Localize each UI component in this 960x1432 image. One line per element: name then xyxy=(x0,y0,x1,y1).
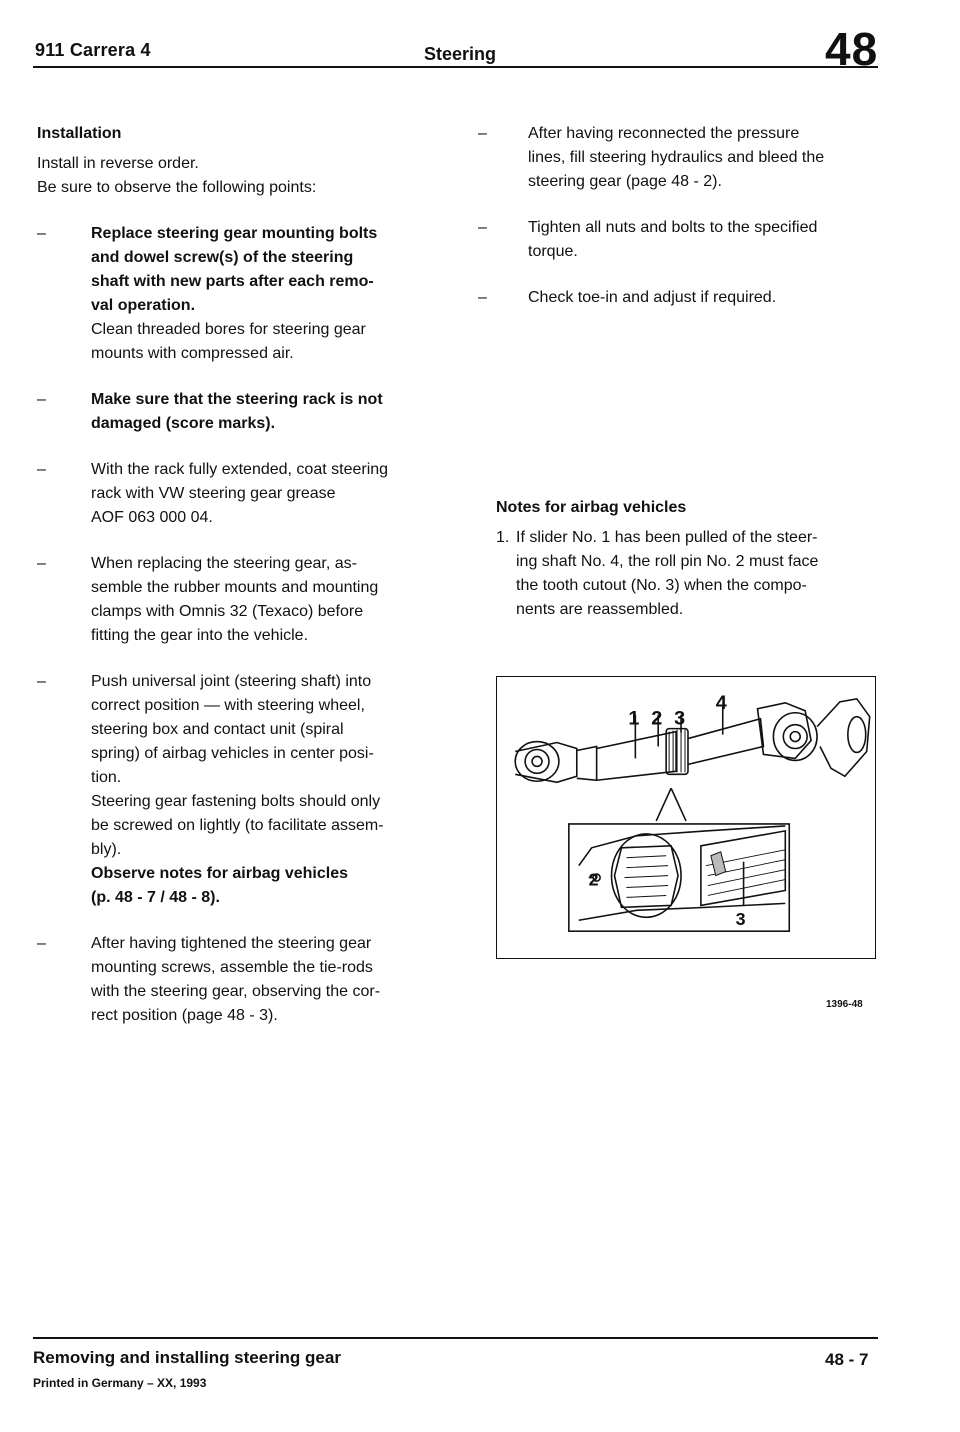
list-item xyxy=(37,932,437,1028)
item-text: semble the rubber mounts and mounting xyxy=(91,579,379,596)
list-item xyxy=(478,122,878,194)
item-text: tion. xyxy=(91,769,122,786)
dash-bullet: – xyxy=(478,289,487,306)
steering-shaft-drawing xyxy=(497,677,875,958)
figure-code: 1396-48 xyxy=(826,999,863,1010)
header-group-number: 48 xyxy=(825,23,879,75)
item-text: bly). xyxy=(91,841,122,858)
item-text: If slider No. 1 has been pulled of the steer- xyxy=(516,529,818,546)
item-text: steering gear (page 48 - 2). xyxy=(528,173,722,190)
callout-3: 3 xyxy=(674,707,686,730)
item-text: correct position — with steering wheel, xyxy=(91,697,365,714)
item-text: After having tightened the steering gear xyxy=(91,935,372,952)
item-text: AOF 063 000 04. xyxy=(91,509,213,526)
list-item xyxy=(37,388,437,436)
item-text: be screwed on lightly (to facilitate assem- xyxy=(91,817,384,834)
intro-line-1: Install in reverse order. xyxy=(37,155,199,172)
dash-bullet: – xyxy=(37,391,46,408)
item-text: Check toe-in and adjust if required. xyxy=(528,289,777,306)
item-text: rack with VW steering gear grease xyxy=(91,485,336,502)
footer-rule xyxy=(33,1337,878,1339)
callout-1: 1 xyxy=(628,707,640,730)
item-text: Make sure that the steering rack is not xyxy=(91,391,383,408)
item-text: rect position (page 48 - 3). xyxy=(91,1007,278,1024)
dash-bullet: – xyxy=(478,125,487,142)
item-text: val operation. xyxy=(91,297,196,314)
header-rule xyxy=(33,66,878,68)
list-item xyxy=(496,526,886,622)
item-text: Observe notes for airbag vehicles xyxy=(91,865,348,882)
header-model: 911 Carrera 4 xyxy=(35,40,151,60)
dash-bullet: – xyxy=(478,219,487,236)
item-text: lines, fill steering hydraulics and bleed the xyxy=(528,149,825,166)
left-column xyxy=(37,122,437,1028)
shaft-tube xyxy=(597,732,676,781)
item-text: the tooth cutout (No. 3) when the compo- xyxy=(516,577,807,594)
item-text: clamps with Omnis 32 (Texaco) before xyxy=(91,603,364,620)
item-text: and dowel screw(s) of the steering xyxy=(91,249,354,266)
intro-line-2: Be sure to observe the following points: xyxy=(37,179,317,196)
dash-bullet: – xyxy=(37,555,46,572)
steering-shaft-figure xyxy=(496,676,876,959)
dash-bullet: – xyxy=(37,461,46,478)
item-text: After having reconnected the pressure xyxy=(528,125,800,142)
dash-bullet: – xyxy=(37,935,46,952)
list-item xyxy=(37,670,437,910)
header-section: Steering xyxy=(424,44,497,64)
item-text: fitting the gear into the vehicle. xyxy=(91,627,309,644)
list-item xyxy=(37,552,437,648)
list-item xyxy=(478,216,878,264)
note-number: 1. xyxy=(496,529,510,546)
item-text: (p. 48 - 7 / 48 - 8). xyxy=(91,889,220,906)
detail-label-pin: 2 xyxy=(588,869,599,890)
footer-printed: Printed in Germany – XX, 1993 xyxy=(33,1376,207,1390)
item-text: mounting screws, assemble the tie-rods xyxy=(91,959,373,976)
item-text: steering box and contact unit (spiral xyxy=(91,721,344,738)
callout-2: 2 xyxy=(651,707,663,730)
airbag-notes xyxy=(496,496,886,622)
item-text: Tighten all nuts and bolts to the specified xyxy=(528,219,818,236)
item-text: torque. xyxy=(528,243,578,260)
dash-bullet: – xyxy=(37,225,46,242)
dash-bullet: – xyxy=(37,673,46,690)
detail-inset xyxy=(569,824,789,931)
item-text: nents are reassembled. xyxy=(516,601,684,618)
item-text: with the steering gear, observing the cor- xyxy=(91,983,381,1000)
installation-heading: Installation xyxy=(37,125,122,142)
list-item xyxy=(478,286,878,310)
item-text: mounts with compressed air. xyxy=(91,345,294,362)
item-text: Replace steering gear mounting bolts xyxy=(91,225,378,242)
page-number: 48 - 7 xyxy=(825,1350,869,1369)
item-text: ing shaft No. 4, the roll pin No. 2 must face xyxy=(516,553,819,570)
detail-label-cutout: 3 xyxy=(735,909,746,930)
item-text: shaft with new parts after each remo- xyxy=(91,273,374,290)
list-item xyxy=(37,458,437,530)
airbag-notes-heading: Notes for airbag vehicles xyxy=(496,499,687,516)
right-column xyxy=(478,122,878,310)
item-text: spring) of airbag vehicles in center posi- xyxy=(91,745,374,762)
item-text: damaged (score marks). xyxy=(91,415,276,432)
list-item xyxy=(37,222,437,366)
callout-4: 4 xyxy=(715,691,727,714)
item-text: With the rack fully extended, coat steering xyxy=(91,461,389,478)
footer-title: Removing and installing steering gear xyxy=(33,1348,341,1367)
item-text: Push universal joint (steering shaft) into xyxy=(91,673,372,690)
item-text: Steering gear fastening bolts should only xyxy=(91,793,381,810)
item-text: When replacing the steering gear, as- xyxy=(91,555,357,572)
item-text: Clean threaded bores for steering gear xyxy=(91,321,366,338)
